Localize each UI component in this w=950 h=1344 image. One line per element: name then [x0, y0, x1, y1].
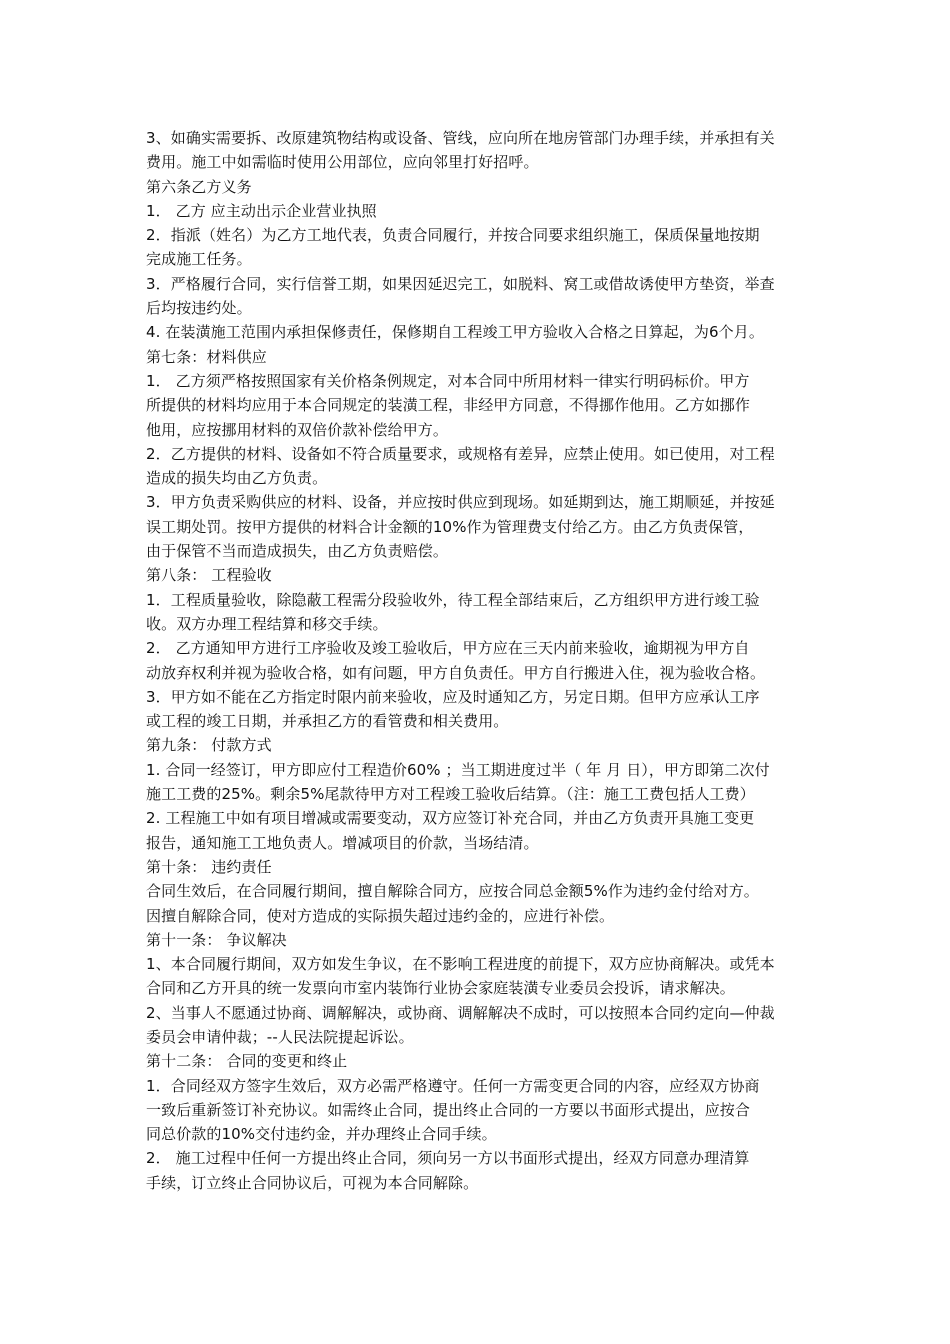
text-line: 委员会申请仲裁；--人民法院提起诉讼。: [146, 1027, 414, 1046]
text-line: 造成的损失均由乙方负责。: [146, 469, 328, 488]
text-line: 第十一条： 争议解决: [146, 930, 287, 949]
text-line: 一致后重新签订补充协议。如需终止合同，提出终止合同的一方要以书面形式提出，应按合: [146, 1100, 751, 1119]
text-line: 后均按违约处。: [146, 299, 252, 318]
text-line: 由于保管不当而造成损失，由乙方负责赔偿。: [146, 542, 449, 561]
text-line: 他用，应按挪用材料的双倍价款补偿给甲方。: [146, 420, 449, 439]
text-line: 1． 乙方须严格按照国家有关价格条例规定，对本合同中所用材料一律实行明码标价。甲方: [146, 371, 750, 390]
text-line: 第十二条： 合同的变更和终止: [146, 1052, 348, 1071]
text-line: 或工程的竣工日期，并承担乙方的看管费和相关费用。: [146, 712, 509, 731]
text-line: 2．指派（姓名）为乙方工地代表，负责合同履行，并按合同要求组织施工，保质保量地按期: [146, 226, 760, 245]
text-line: 报告，通知施工工地负责人。增减项目的价款，当场结清。: [146, 833, 539, 852]
text-line: 收。双方办理工程结算和移交手续。: [146, 614, 388, 633]
text-line: 1．工程质量验收，除隐蔽工程需分段验收外，待工程全部结束后，乙方组织甲方进行竣工验: [146, 590, 760, 609]
text-line: 1．合同经双方签字生效后，双方必需严格遵守。任何一方需变更合同的内容，应经双方协商: [146, 1076, 760, 1095]
text-line: 误工期处罚。按甲方提供的材料合计金额的10%作为管理费支付给乙方。由乙方负责保管，: [146, 517, 754, 536]
text-line: 因擅自解除合同，使对方造成的实际损失超过违约金的，应进行补偿。: [146, 906, 615, 925]
text-line: 第七条：材料供应: [146, 347, 267, 366]
text-line: 手续，订立终止合同协议后，可视为本合同解除。: [146, 1173, 479, 1192]
text-line: 2．乙方提供的材料、设备如不符合质量要求，或规格有差异，应禁止使用。如已使用，对工程: [146, 444, 775, 463]
text-line: 第八条： 工程验收: [146, 566, 272, 585]
text-line: 同总价款的10%交付违约金，并办理终止合同手续。: [146, 1125, 497, 1144]
text-line: 1. 合同一经签订，甲方即应付工程造价60% ；当工期进度过半（ 年 月 日），甲方即第二次付: [146, 760, 770, 779]
text-line: 1． 乙方 应主动出示企业营业执照: [146, 201, 377, 220]
text-line: 动放弃权利并视为验收合格，如有问题，甲方自负责任。甲方自行搬进入住，视为验收合格。: [146, 663, 766, 682]
contract-body-text: [146, 126, 814, 1195]
text-line: 所提供的材料均应用于本合同规定的装潢工程，非经甲方同意，不得挪作他用。乙方如挪作: [146, 396, 751, 415]
text-line: 3．甲方如不能在乙方指定时限内前来验收，应及时通知乙方，另定日期。但甲方应承认工序: [146, 687, 760, 706]
text-line: 4. 在装潢施工范围内承担保修责任，保修期自工程竣工甲方验收入合格之日算起，为6个月。: [146, 323, 764, 342]
text-line: 施工工费的25%。剩余5%尾款待甲方对工程竣工验收后结算。（注：施工工费包括人工费）: [146, 785, 755, 804]
text-line: 第九条： 付款方式: [146, 736, 272, 755]
text-line: 第十条： 违约责任: [146, 857, 272, 876]
text-line: 2、当事人不愿通过协商、调解解决，或协商、调解解决不成时，可以按照本合同约定向—仲裁: [146, 1003, 775, 1022]
text-line: 3、如确实需要拆、改原建筑物结构或设备、管线，应向所在地房管部门办理手续，并承担有关: [146, 129, 775, 147]
text-line: 合同生效后，在合同履行期间，擅自解除合同方，应按合同总金额5%作为违约金付给对方。: [146, 882, 759, 901]
text-line: 费用。施工中如需临时使用公用部位，应向邻里打好招呼。: [146, 153, 539, 172]
text-line: 1、本合同履行期间，双方如发生争议，在不影响工程进度的前提下，双方应协商解决。或凭本: [146, 955, 775, 974]
text-line: 第六条乙方义务: [146, 177, 252, 196]
text-line: 2． 乙方通知甲方进行工序验收及竣工验收后，甲方应在三天内前来验收，逾期视为甲方自: [146, 639, 750, 658]
text-line: 合同和乙方开具的统一发票向市室内装饰行业协会家庭装潢专业委员会投诉，请求解决。: [146, 979, 735, 998]
text-line: 3．甲方负责采购供应的材料、设备，并应按时供应到现场。如延期到达，施工期顺延，并按延: [146, 493, 775, 512]
text-line: 完成施工任务。: [146, 250, 252, 269]
text-line: 2. 工程施工中如有项目增减或需要变动，双方应签订补充合同，并由乙方负责开具施工变更: [146, 809, 755, 828]
text-line: 3．严格履行合同，实行信誉工期，如果因延迟完工，如脱料、窝工或借故诱使甲方垫资，举查: [146, 274, 775, 293]
text-line: 2． 施工过程中任何一方提出终止合同，须向另一方以书面形式提出，经双方同意办理清算: [146, 1149, 750, 1168]
